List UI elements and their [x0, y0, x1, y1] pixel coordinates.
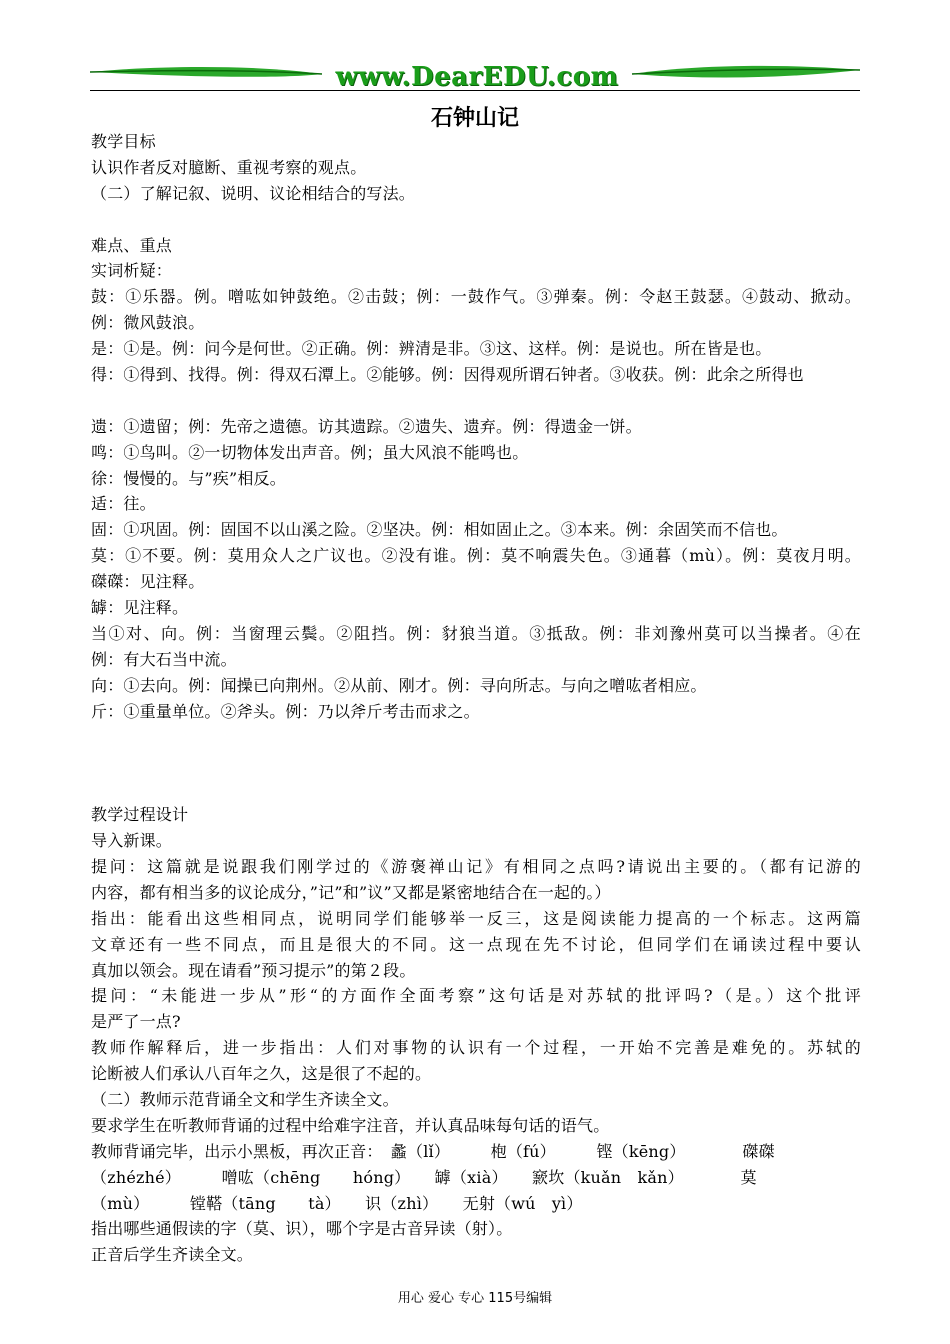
text-line: （mù） 镗鞳（tāng tà） 识（zhì） 无射（wú yì）	[91, 1193, 583, 1213]
text-line: 固：①巩固。例：固国不以山溪之险。②坚决。例：相如固止之。③本来。例：余固笑而不信也。	[91, 520, 788, 540]
text-line: 指出哪些通假读的字（莫、识），哪个字是古音异读（射）。	[91, 1219, 513, 1239]
text-line: 是严了一点?	[91, 1012, 181, 1032]
text-line: 难点、重点	[91, 235, 173, 255]
text-line: 教学目标	[91, 132, 156, 151]
text-line: 鼓：①乐器。例。噌吰如钟鼓绝。②击鼓；例：一鼓作气。③弹秦。例：令赵王鼓瑟。④鼓动、掀动。	[91, 287, 861, 307]
text-line: 例：微风鼓浪。	[91, 313, 205, 333]
text-line: （zhézhé） 噌吰（chēng hóng） 罅（xià） 窾坎（kuǎn kǎn） 莫	[91, 1167, 757, 1187]
text-line: 是：①是。例：问今是何世。②正确。例：辨清是非。③这、这样。例：是说也。所在皆是也。	[91, 339, 772, 359]
text-line: 要求学生在听教师背诵的过程中给难字注音，并认真品味每句话的语气。	[91, 1115, 610, 1135]
document-body	[91, 129, 861, 1268]
text-line: 教学过程设计	[91, 805, 189, 825]
text-line: 教师作解释后，进一步指出：人们对事物的认识有一个过程，一开始不完善是难免的。苏轼的	[91, 1038, 861, 1058]
text-line: 实词析疑：	[91, 261, 173, 281]
text-line: 内容，都有相当多的议论成分，”记”和”议”又都是紧密地结合在一起的。）	[91, 882, 611, 902]
header-divider	[90, 90, 860, 91]
text-line: 得：①得到、找得。例：得双石潭上。②能够。例：因得观所谓石钟者。③收获。例：此余之所得也	[91, 365, 804, 385]
text-line: 指出：能看出这些相同点，说明同学们能够举一反三，这是阅读能力提高的一个标志。这两篇	[91, 908, 861, 928]
text-line: 教师背诵完毕，出示小黑板，再次正音： 蠡（lǐ） 枹（fú） 铿（kēng） 磔磔	[91, 1141, 775, 1161]
text-line	[91, 776, 861, 802]
text-line: 磔磔：见注释。	[91, 572, 205, 592]
text-line	[91, 724, 861, 750]
text-line: 鸣：①鸟叫。②一切物体发出声音。例；虽大风浪不能鸣也。	[91, 442, 529, 462]
text-line	[91, 207, 861, 233]
text-line: （二）了解记叙、说明、议论相结合的写法。	[91, 183, 416, 203]
text-line: （二）教师示范背诵全文和学生齐读全文。	[91, 1089, 399, 1109]
site-header	[90, 58, 860, 98]
text-line: 向：①去向。例：闻操已向荆州。②从前、刚才。例：寻向所志。与向之噌吰者相应。	[91, 675, 707, 695]
text-line: 莫：①不要。例：莫用众人之广议也。②没有谁。例：莫不响震失色。③通暮（mù）。例：莫夜月明。	[91, 546, 861, 566]
document-title: 石钟山记	[430, 106, 519, 131]
text-line	[91, 750, 861, 776]
text-line: 提问：这篇就是说跟我们刚学过的《游褒禅山记》有相同之点吗?请说出主要的。（都有记游的	[91, 856, 861, 876]
text-line: 例：有大石当中流。	[91, 649, 237, 669]
text-line: 遗：①遗留；例：先帝之遗德。访其遗踪。②遗失、遗弃。例：得遗金一饼。	[91, 416, 642, 436]
text-line: 斤：①重量单位。②斧头。例：乃以斧斤考击而求之。	[91, 701, 480, 721]
text-line	[91, 388, 861, 414]
site-logo[interactable]: www.DearEDU.com	[335, 62, 619, 92]
text-line: 认识作者反对臆断、重视考察的观点。	[91, 157, 367, 177]
text-line: 当①对、向。例：当窗理云鬓。②阻挡。例：豺狼当道。③抵敌。例：非刘豫州莫可以当操者。④在	[91, 623, 861, 643]
text-line: 正音后学生齐读全文。	[91, 1245, 254, 1265]
text-line: 罅：见注释。	[91, 598, 189, 618]
text-line: 提问：“未能进一步从”形“的方面作全面考察”这句话是对苏轼的批评吗?（是。）这个批评	[91, 986, 861, 1006]
text-line: 徐：慢慢的。与”疾”相反。	[91, 468, 286, 488]
text-line: 文章还有一些不同点，而且是很大的不同。这一点现在先不讨论，但同学们在诵读过程中要认	[91, 934, 861, 954]
text-line: 论断被人们承认八百年之久，这是很了不起的。	[91, 1064, 432, 1084]
text-line: 导入新课。	[91, 831, 173, 851]
text-line: 真加以领会。现在请看”预习提示”的第２段。	[91, 960, 416, 980]
text-line: 适：往。	[91, 494, 156, 514]
page-footer: 用心 爱心 专心 115号编辑	[397, 1291, 553, 1306]
